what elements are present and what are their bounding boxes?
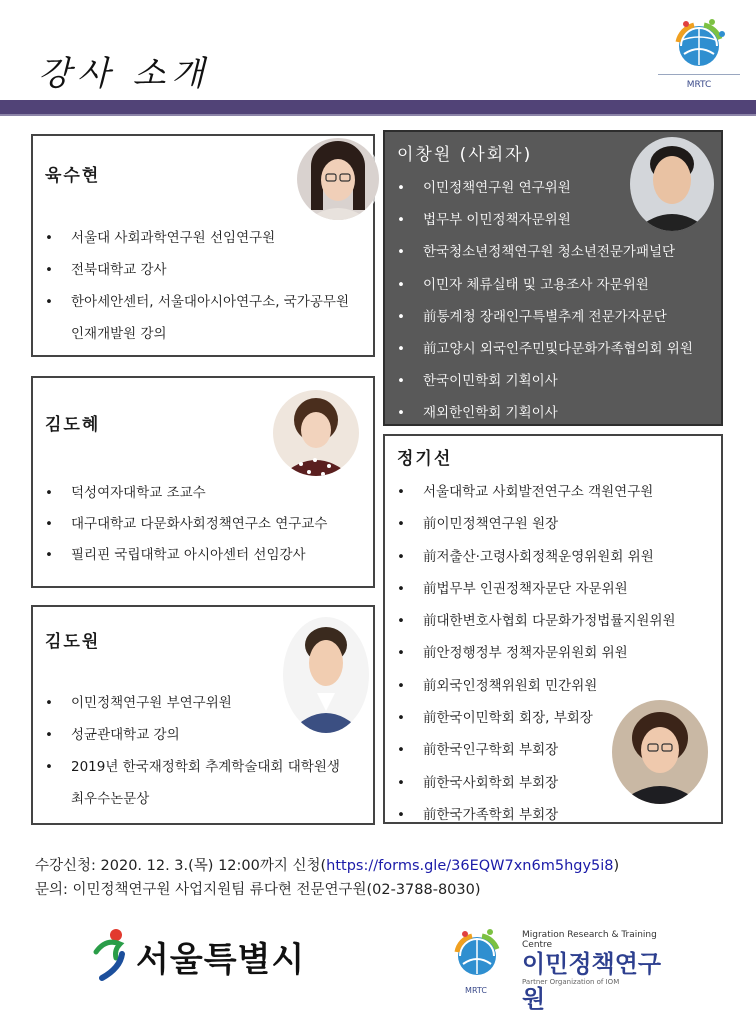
contact-info: 문의: 이민정책연구원 사업지원팀 류다현 전문연구원(02-3788-8030) bbox=[35, 882, 481, 898]
list-item: • 前한국사회학회 부회장 bbox=[397, 774, 559, 791]
list-item: • 前안정행정부 정책자문위원회 위원 bbox=[397, 645, 628, 662]
list-item: • 한아세안센터, 서울대아시아연구소, 국가공무원 bbox=[45, 294, 349, 310]
registration-link[interactable]: https://forms.gle/36EQW7xn6m5hgy5i8 bbox=[326, 858, 614, 874]
list-item: • 서울대 사회과학연구원 선임연구원 bbox=[45, 230, 276, 246]
seoul-symbol-icon bbox=[88, 926, 136, 982]
list-item: • 前외국인정책위원회 민간위원 bbox=[397, 677, 598, 694]
mrtc-korean-name: 이민정책연구원 bbox=[522, 950, 662, 1013]
list-item: • 한국이민학회 기획이사 bbox=[397, 373, 558, 390]
list-item: • 前대한변호사협회 다문화가정법률지원위원 bbox=[397, 613, 676, 630]
list-item: • 이민정책연구원 연구위원 bbox=[397, 180, 571, 196]
instructor-photo bbox=[295, 136, 381, 222]
instructor-card-lee bbox=[383, 130, 723, 426]
list-item: • 성균관대학교 강의 bbox=[45, 727, 180, 743]
page-title: 강사 소개 bbox=[38, 54, 211, 94]
instructor-bio-list bbox=[43, 222, 349, 350]
mrtc-label: MRTC bbox=[465, 986, 487, 995]
list-item: • 전북대학교 강사 bbox=[45, 262, 167, 278]
mrtc-logo bbox=[656, 14, 742, 94]
list-item: • 법무부 이민정책자문위원 bbox=[397, 212, 571, 229]
list-item: • 2019년 한국재정학회 추계학술대회 대학원생 bbox=[45, 759, 340, 775]
globe-logo-icon bbox=[444, 924, 510, 984]
header-band bbox=[0, 100, 756, 114]
list-item: 최우수논문상 bbox=[71, 791, 150, 807]
instructor-name: 김도혜 bbox=[45, 415, 101, 435]
registration-info: 수강신청: 2020. 12. 3.(목) 12:00까지 신청(https://forms.gle/36EQW7xn6m5hgy5i8) bbox=[35, 858, 620, 874]
instructor-card-jung bbox=[383, 434, 723, 824]
instructor-card-kimdohye bbox=[31, 376, 375, 588]
list-item: • 덕성여자대학교 조교수 bbox=[45, 485, 206, 501]
list-item: • 前고양시 외국인주민및다문화가족협의회 위원 bbox=[397, 341, 693, 358]
instructor-name: 정기선 bbox=[397, 449, 453, 469]
list-item: • 前법무부 인권정책자문단 자문위원 bbox=[397, 580, 628, 597]
mrtc-english-name: Migration Research & Training Centre bbox=[522, 930, 657, 950]
mrtc-label: MRTC bbox=[686, 80, 712, 90]
instructor-bio-list bbox=[43, 687, 340, 815]
list-item: • 대구대학교 다문화사회정책연구소 연구교수 bbox=[45, 516, 328, 532]
list-item: • 한국청소년정책연구원 청소년전문가패널단 bbox=[397, 244, 676, 261]
seoul-logo-text: 서울특별시 bbox=[136, 940, 306, 980]
list-item: • 이민정책연구원 부연구위원 bbox=[45, 695, 232, 711]
instructor-bio-list bbox=[395, 172, 693, 430]
instructor-name: 이창원 (사회자) bbox=[397, 145, 533, 165]
mrtc-logo-bottom bbox=[440, 922, 680, 1013]
list-item: • 前한국인구학회 부회장 bbox=[397, 742, 559, 759]
list-item: • 이민자 체류실태 및 고용조사 자문위원 bbox=[397, 276, 649, 293]
instructor-bio-list bbox=[395, 476, 676, 831]
list-item: • 재외한인학회 기획이사 bbox=[397, 405, 558, 422]
list-item: • 前한국가족학회 부회장 bbox=[397, 806, 559, 823]
list-item: • 필리핀 국립대학교 아시아센터 선임강사 bbox=[45, 547, 306, 563]
list-item: • 前통계청 장래인구특별추계 전문가자문단 bbox=[397, 308, 667, 325]
list-item: • 前이민정책연구원 원장 bbox=[397, 516, 559, 533]
instructor-card-kimdowon bbox=[31, 605, 375, 825]
instructor-name: 육수현 bbox=[45, 166, 101, 186]
instructor-name: 김도원 bbox=[45, 632, 101, 652]
list-item: • 前저출산·고령사회정책운영위원회 위원 bbox=[397, 548, 654, 565]
instructor-photo bbox=[271, 388, 361, 478]
globe-logo-icon bbox=[656, 14, 742, 74]
seoul-logo bbox=[88, 922, 318, 986]
list-item: • 서울대학교 사회발전연구소 객원연구원 bbox=[397, 484, 654, 500]
mrtc-partner-text: Partner Organization of IOM bbox=[522, 978, 620, 986]
instructor-card-yuk bbox=[31, 134, 375, 357]
registration-text: 수강신청: 2020. 12. 3.(목) 12:00까지 신청( bbox=[35, 858, 327, 874]
instructor-bio-list bbox=[43, 478, 327, 571]
logo-divider bbox=[658, 74, 740, 75]
list-item: 인재개발원 강의 bbox=[71, 326, 167, 342]
list-item: • 前한국이민학회 회장, 부회장 bbox=[397, 710, 593, 727]
